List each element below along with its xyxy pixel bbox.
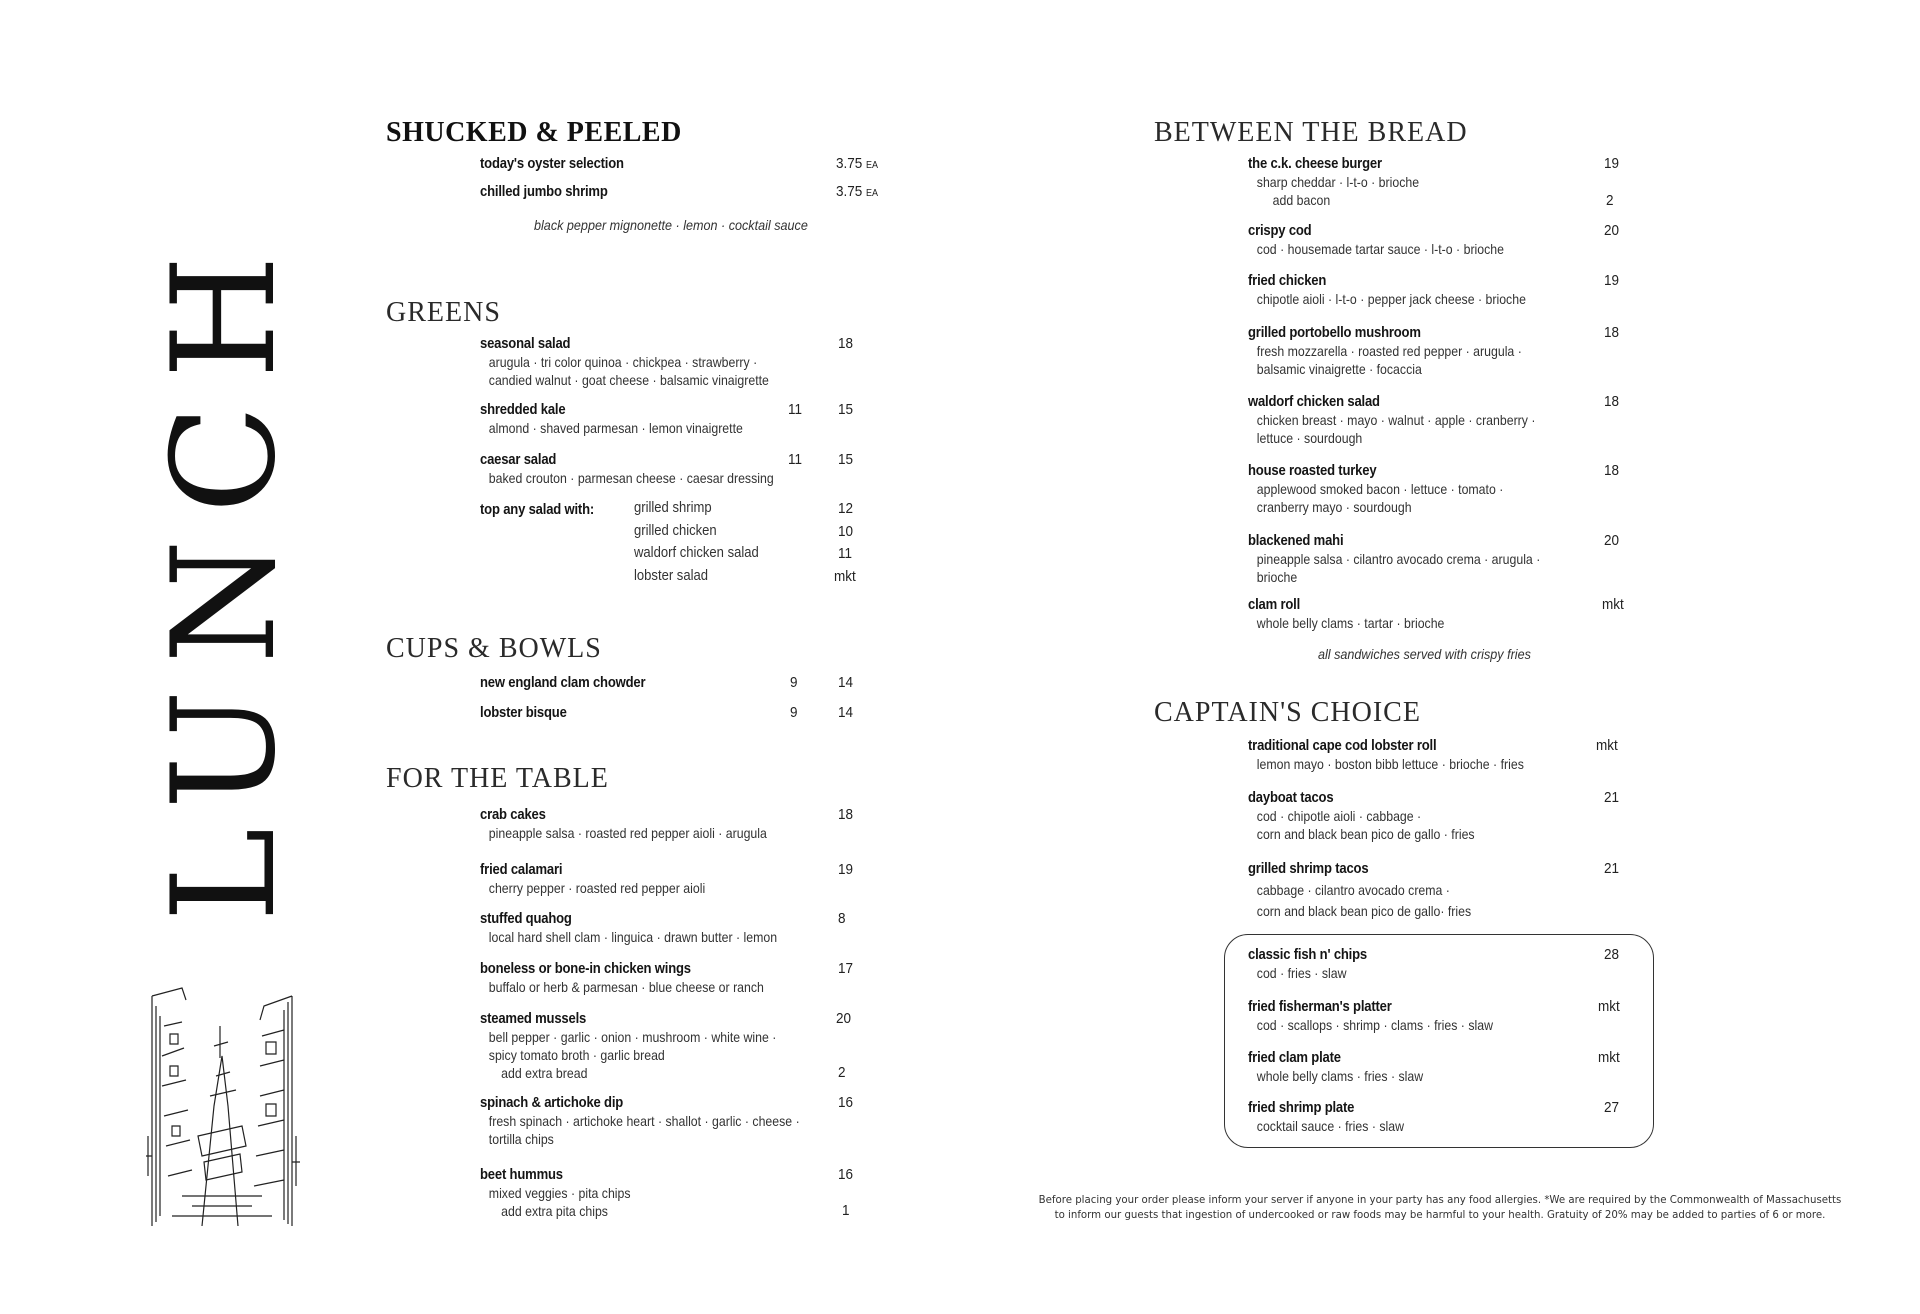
item-description: fresh mozzarella · roasted red pepper · arugula · [1256, 343, 1522, 359]
item-name: shredded kale [480, 402, 566, 418]
topping-name: lobster salad [634, 568, 708, 584]
item-name: classic fish n' chips [1248, 947, 1368, 963]
item-name: clam roll [1248, 597, 1301, 613]
item-name: fried fisherman's platter [1248, 999, 1392, 1015]
item-name: waldorf chicken salad [1248, 394, 1380, 410]
item-price: mkt [1602, 596, 1624, 613]
item-name: stuffed quahog [480, 911, 572, 927]
item-price: 21 [1604, 789, 1620, 806]
item-description: pineapple salsa · roasted red pepper aioli · arugula [488, 825, 767, 841]
item-name: seasonal salad [480, 336, 571, 352]
item-description: baked crouton · parmesan cheese · caesar dressing [488, 470, 774, 486]
item-price: 18 [838, 335, 854, 352]
item-name: fried shrimp plate [1248, 1100, 1355, 1116]
item-description: corn and black bean pico de gallo · fries [1256, 826, 1475, 842]
item-description: cod · housemade tartar sauce · l-t-o · brioche [1256, 241, 1504, 257]
item-description: cocktail sauce · fries · slaw [1256, 1118, 1405, 1134]
item-description: cod · fries · slaw [1256, 965, 1347, 981]
menu-item [480, 704, 900, 722]
item-name: dayboat tacos [1248, 790, 1334, 806]
menu-item [480, 806, 900, 842]
price-unit: EA [866, 160, 879, 171]
bowl-price: 14 [838, 704, 854, 721]
item-price: 18 [1604, 324, 1620, 341]
item-name: grilled shrimp tacos [1248, 861, 1369, 877]
item-description: brioche [1256, 569, 1298, 585]
item-description: cranberry mayo · sourdough [1256, 499, 1412, 515]
item-name: house roasted turkey [1248, 463, 1377, 479]
item-description: mixed veggies · pita chips [488, 1185, 631, 1201]
item-price: 21 [1604, 860, 1620, 877]
menu-title [142, 229, 307, 922]
item-description: fresh spinach · artichoke heart · shallot · garlic · cheese · [488, 1113, 800, 1129]
item-price: 17 [838, 960, 854, 977]
item-name: beet hummus [480, 1167, 563, 1183]
item-description: cherry pepper · roasted red pepper aioli [488, 880, 706, 896]
item-description: spicy tomato broth · garlic bread [488, 1047, 665, 1063]
item-description: cabbage · cilantro avocado crema · [1256, 882, 1450, 898]
addon-price: 2 [838, 1064, 846, 1081]
item-price: mkt [1596, 737, 1618, 754]
item-description: whole belly clams · tartar · brioche [1256, 615, 1445, 631]
section-heading-bread: BETWEEN THE BREAD [1154, 117, 1468, 148]
item-description: corn and black bean pico de gallo· fries [1256, 903, 1472, 919]
item-price: 28 [1604, 946, 1620, 963]
topping-price: mkt [834, 568, 856, 585]
menu-item [480, 451, 900, 487]
item-name: blackened mahi [1248, 533, 1344, 549]
item-name: boneless or bone-in chicken wings [480, 961, 691, 977]
item-name: caesar salad [480, 452, 557, 468]
section-note: black pepper mignonette · lemon · cocktail sauce [534, 217, 808, 233]
item-description: lettuce · sourdough [1256, 430, 1363, 446]
topping-price: 12 [838, 500, 854, 517]
menu-item [480, 401, 900, 437]
menu-item [480, 861, 900, 897]
item-description: chicken breast · mayo · walnut · apple · cranberry · [1256, 412, 1536, 428]
menu-item [480, 335, 900, 389]
cup-price: 9 [790, 674, 798, 691]
item-price: 18 [1604, 462, 1620, 479]
item-price: 18 [838, 806, 854, 823]
price-value: 3.75 [836, 183, 863, 200]
item-price: mkt [1598, 1049, 1620, 1066]
price-value: 3.75 [836, 155, 863, 172]
item-price [836, 155, 878, 172]
item-price: 16 [838, 1094, 854, 1111]
item-description: local hard shell clam · linguica · drawn butter · lemon [488, 929, 778, 945]
item-price: 20 [836, 1010, 852, 1027]
item-price: 19 [1604, 155, 1620, 172]
item-price-small: 11 [788, 451, 803, 468]
disclaimer-line: Before placing your order please inform your server if anyone in your party has any food allergies. *We are required by the Commonwealth of Massachusetts [1038, 1195, 1842, 1206]
section-heading-greens: GREENS [386, 297, 501, 328]
item-price: 18 [1604, 393, 1620, 410]
disclaimer-line: to inform our guests that ingestion of undercooked or raw foods may be harmful to your health. Gratuity of 20% may be added to parties of 6 or more. [1054, 1210, 1826, 1221]
item-description: applewood smoked bacon · lettuce · tomato · [1256, 481, 1504, 497]
item-name: fried chicken [1248, 273, 1327, 289]
item-description: balsamic vinaigrette · focaccia [1256, 361, 1422, 377]
item-name: fried calamari [480, 862, 563, 878]
item-price: 16 [838, 1166, 854, 1183]
item-description: bell pepper · garlic · onion · mushroom · white wine · [488, 1029, 777, 1045]
allergy-disclaimer [1010, 1193, 1870, 1223]
topping-price: 10 [838, 523, 854, 540]
bowl-price: 14 [838, 674, 854, 691]
section-heading-shucked: SHUCKED & PEELED [386, 117, 682, 148]
item-price: 19 [838, 861, 854, 878]
topping-price: 11 [838, 545, 853, 562]
section-heading-cups: CUPS & BOWLS [386, 633, 602, 664]
item-name: today's oyster selection [480, 156, 624, 172]
menu-item [480, 960, 900, 996]
item-description: tortilla chips [488, 1131, 554, 1147]
item-name: crab cakes [480, 807, 546, 823]
item-description: whole belly clams · fries · slaw [1256, 1068, 1424, 1084]
item-addon: add extra pita chips [501, 1203, 608, 1219]
item-price: 27 [1604, 1099, 1620, 1116]
section-heading-table: FOR THE TABLE [386, 763, 609, 794]
price-unit: EA [866, 188, 879, 199]
item-price-small: 11 [788, 401, 803, 418]
item-description: almond · shaved parmesan · lemon vinaigrette [488, 420, 743, 436]
item-name: chilled jumbo shrimp [480, 184, 608, 200]
item-price: 8 [838, 910, 846, 927]
item-description: lemon mayo · boston bibb lettuce · brioche · fries [1256, 756, 1524, 772]
section-note: all sandwiches served with crispy fries [1318, 646, 1531, 662]
section-heading-captain: CAPTAIN'S CHOICE [1154, 697, 1421, 728]
menu-title-text: LUNCH [142, 229, 307, 922]
toppings-label-text: top any salad with: [480, 502, 595, 518]
topping-name: grilled chicken [634, 523, 717, 539]
item-description: pineapple salsa · cilantro avocado crema · arugula · [1256, 551, 1541, 567]
item-addon: add bacon [1272, 192, 1331, 208]
topping-name: grilled shrimp [634, 500, 712, 516]
item-description: candied walnut · goat cheese · balsamic vinaigrette [488, 372, 769, 388]
menu-item [480, 674, 900, 692]
menu-item [480, 1094, 900, 1148]
item-description: buffalo or herb & parmesan · blue cheese or ranch [488, 979, 764, 995]
item-description: sharp cheddar · l-t-o · brioche [1256, 174, 1420, 190]
item-price: 15 [838, 451, 854, 468]
item-addon: add extra bread [501, 1065, 588, 1081]
addon-price: 2 [1606, 192, 1614, 209]
toppings-label [480, 501, 607, 519]
item-name: lobster bisque [480, 705, 567, 721]
item-name: spinach & artichoke dip [480, 1095, 624, 1111]
cup-price: 9 [790, 704, 798, 721]
item-name: traditional cape cod lobster roll [1248, 738, 1437, 754]
item-name: crispy cod [1248, 223, 1312, 239]
item-price: 20 [1604, 532, 1620, 549]
item-name: fried clam plate [1248, 1050, 1341, 1066]
item-price: 19 [1604, 272, 1620, 289]
addon-price: 1 [842, 1202, 850, 1219]
item-name: grilled portobello mushroom [1248, 325, 1421, 341]
item-name: new england clam chowder [480, 675, 646, 691]
menu-item [480, 910, 900, 946]
topping-name: waldorf chicken salad [634, 545, 759, 561]
item-price: mkt [1598, 998, 1620, 1015]
item-price [836, 183, 878, 200]
item-name: steamed mussels [480, 1011, 587, 1027]
harbor-alley-illustration [142, 986, 302, 1232]
item-price: 15 [838, 401, 854, 418]
item-description: cod · scallops · shrimp · clams · fries · slaw [1256, 1017, 1493, 1033]
item-name: the c.k. cheese burger [1248, 156, 1382, 172]
item-description: arugula · tri color quinoa · chickpea · strawberry · [488, 354, 758, 370]
item-description: cod · chipotle aioli · cabbage · [1256, 808, 1422, 824]
item-description: chipotle aioli · l-t-o · pepper jack cheese · brioche [1256, 291, 1526, 307]
menu-item [480, 1166, 900, 1220]
item-price: 20 [1604, 222, 1620, 239]
